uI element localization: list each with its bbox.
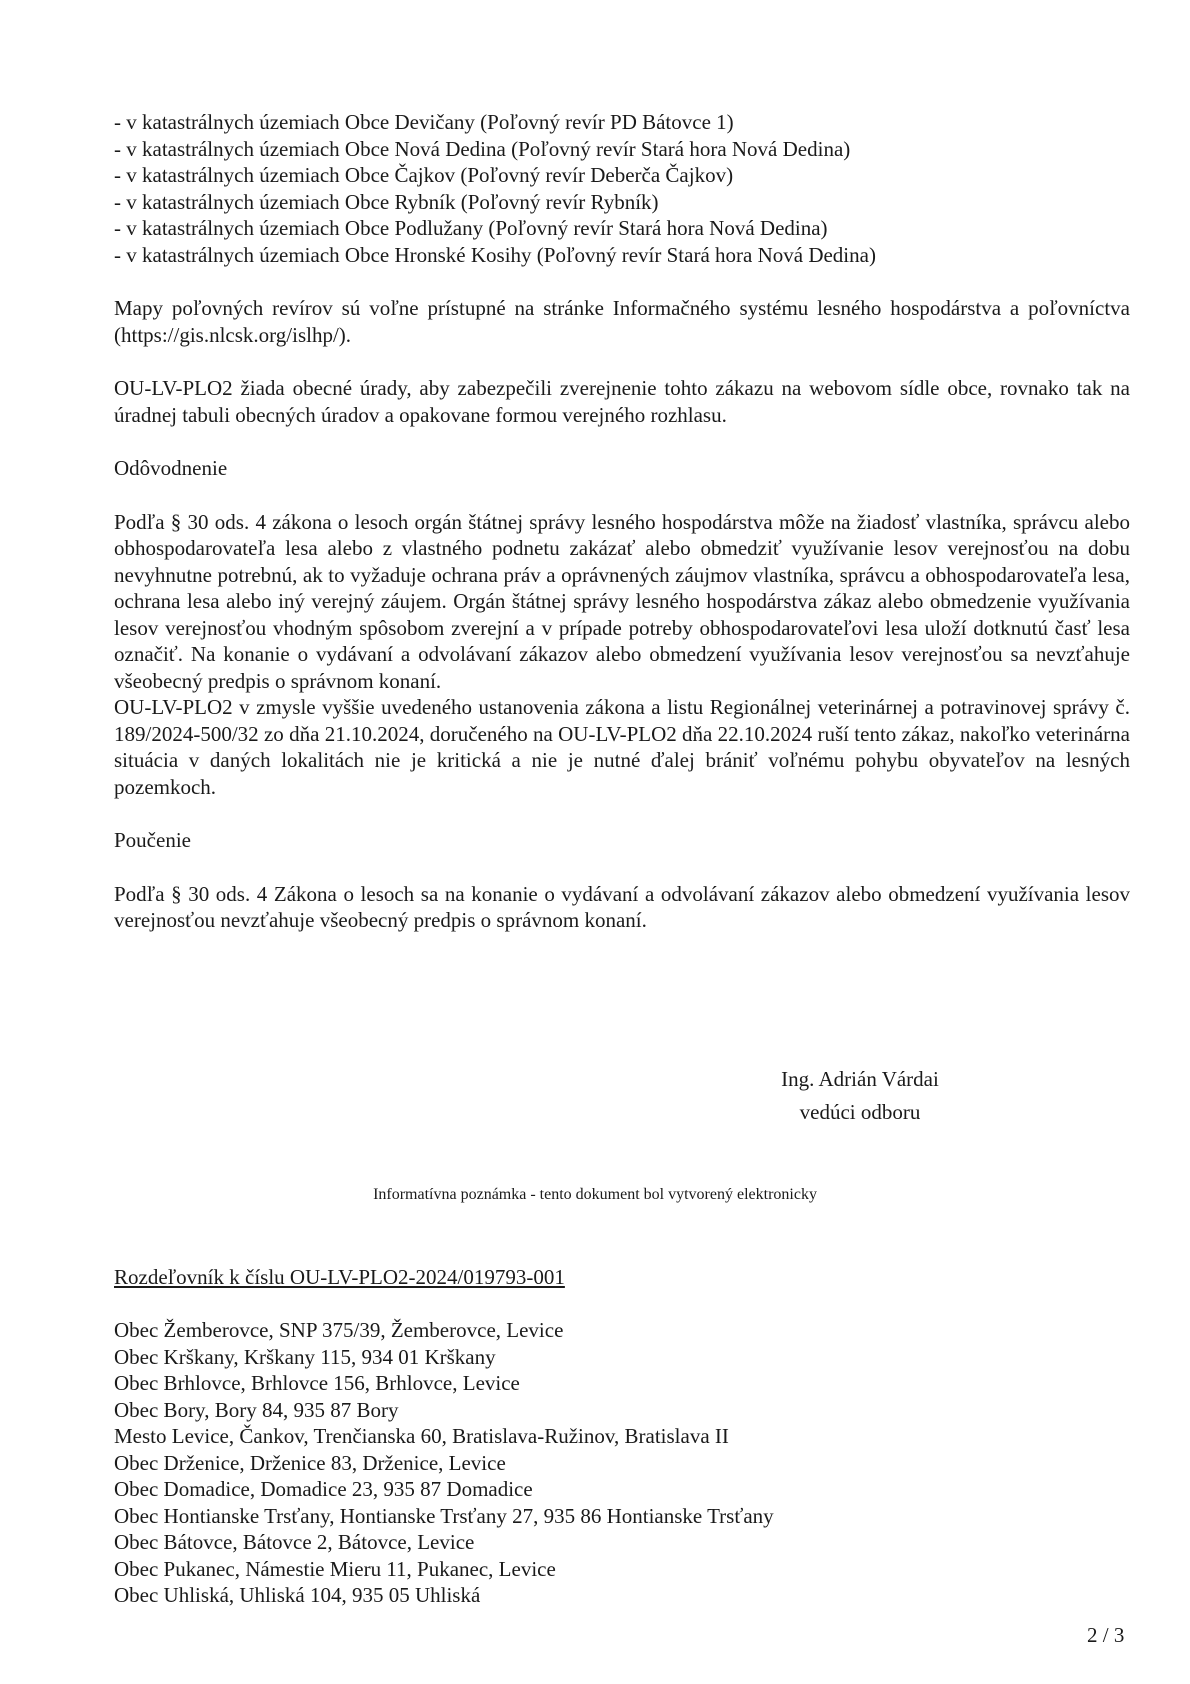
distribution-item: Obec Pukanec, Námestie Mieru 11, Pukanec, Levice bbox=[114, 1556, 556, 1581]
list-item: - v katastrálnych územiach Obce Podlužany (Poľovný revír Stará hora Nová Dedina) bbox=[114, 216, 828, 240]
reasoning-heading: Odôvodnenie bbox=[114, 456, 228, 480]
signatory-position: vedúci odboru bbox=[799, 1100, 921, 1124]
list-item: - v katastrálnych územiach Obce Čajkov (Poľovný revír Deberča Čajkov) bbox=[114, 163, 734, 187]
document-body bbox=[114, 109, 1130, 934]
list-item: - v katastrálnych územiach Obce Nová Dedina (Poľovný revír Stará hora Nová Dedina) bbox=[114, 136, 851, 161]
distribution-item: Obec Domadice, Domadice 23, 935 87 Domadice bbox=[114, 1477, 533, 1501]
distribution-item: Obec Bátovce, Bátovce 2, Bátovce, Levice bbox=[114, 1530, 475, 1554]
distribution-item: Obec Hontianske Trsťany, Hontianske Trsťany 27, 935 86 Hontianske Trsťany bbox=[114, 1503, 774, 1528]
spacer bbox=[114, 854, 1130, 881]
distribution-item: Obec Brhlovce, Brhlovce 156, Brhlovce, Levice bbox=[114, 1371, 520, 1395]
page-number: 2 / 3 bbox=[1087, 1623, 1125, 1647]
distribution-item: Obec Bory, Bory 84, 935 87 Bory bbox=[114, 1397, 399, 1422]
reasoning-paragraph-1: Podľa § 30 ods. 4 zákona o lesoch orgán štátnej správy lesného hospodárstva môže na žiadosť vlastníka, správcu alebo obhospodarovateľa lesa alebo z vlastného podnetu zakázať alebo obmedziť využívanie lesov verejnosťou na dobu nevyhnutne potrebnú, ak to vyžaduje ochrana práv a oprávnených záujmov vlastníka, správcu a obhospodarovateľa lesa, ochrana lesa alebo iný verejný záujem. Orgán štátnej správy lesného hospodárstva zákaz alebo obmedzenie využívania lesov verejnosťou vhodným spôsobom zverejní a v prípade potreby obhospodarovateľovi lesa uloží dotknutú časť lesa označiť. Na konanie o vydávaní a odvolávaní zákazov alebo obmedzení využívania lesov verejnosťou sa nevzťahuje všeobecný predpis o správnom konaní. bbox=[114, 509, 1130, 693]
request-paragraph: OU-LV-PLO2 žiada obecné úrady, aby zabezpečili zverejnenie tohto zákazu na webovom sídle obce, rovnako tak na úradnej tabuli obecných úradov a opakovane formou verejného rozhlasu. bbox=[114, 376, 1130, 427]
instruction-paragraph: Podľa § 30 ods. 4 Zákona o lesoch sa na konanie o vydávaní a odvolávaní zákazov alebo obmedzení využívania lesov verejnosťou nevzťahuje všeobecný predpis o správnom konaní. bbox=[114, 881, 1130, 932]
signature-block bbox=[760, 1063, 960, 1129]
cadastral-list bbox=[114, 109, 1130, 268]
maps-paragraph: Mapy poľovných revírov sú voľne prístupné na stránke Informačného systému lesného hospodárstva a poľovníctva (https://gis.nlcsk.org/islhp/). bbox=[114, 296, 1130, 347]
list-item: - v katastrálnych územiach Obce Devičany (Poľovný revír PD Bátovce 1) bbox=[114, 110, 734, 134]
list-item: - v katastrálnych územiach Obce Hronské Kosihy (Poľovný revír Stará hora Nová Dedina) bbox=[114, 242, 876, 267]
spacer bbox=[114, 482, 1130, 509]
spacer bbox=[114, 268, 1130, 295]
distribution-item: Mesto Levice, Čankov, Trenčianska 60, Bratislava-Ružinov, Bratislava II bbox=[114, 1424, 729, 1448]
spacer bbox=[114, 800, 1130, 827]
list-item: - v katastrálnych územiach Obce Rybník (Poľovný revír Rybník) bbox=[114, 189, 659, 214]
signatory-name: Ing. Adrián Várdai bbox=[781, 1067, 939, 1091]
distribution-list bbox=[114, 1317, 1114, 1609]
distribution-item: Obec Drženice, Drženice 83, Drženice, Levice bbox=[114, 1450, 506, 1475]
distribution-title: Rozdeľovník k číslu OU-LV-PLO2-2024/019793-001 bbox=[114, 1265, 565, 1289]
distribution-item: Obec Žemberovce, SNP 375/39, Žemberovce, Levice bbox=[114, 1318, 564, 1342]
spacer bbox=[114, 428, 1130, 455]
reasoning-paragraph-2: OU-LV-PLO2 v zmysle vyššie uvedeného ustanovenia zákona a listu Regionálnej veterinárnej a potravinovej správy č. 189/2024-500/32 zo dňa 21.10.2024, doručeného na OU-LV-PLO2 dňa 22.10.2024 ruší tento zákaz, nakoľko veterinárna situácia v daných lokalitách nie je kritická a nie je nutné ďalej brániť voľnému pohybu obyvateľov na lesných pozemkoch. bbox=[114, 695, 1130, 799]
distribution-item: Obec Uhliská, Uhliská 104, 935 05 Uhliská bbox=[114, 1583, 481, 1607]
spacer bbox=[114, 348, 1130, 375]
instruction-heading: Poučenie bbox=[114, 828, 191, 852]
distribution-item: Obec Krškany, Krškany 115, 934 01 Krškany bbox=[114, 1344, 496, 1369]
electronic-document-note: Informatívna poznámka - tento dokument bol vytvorený elektronicky bbox=[373, 1186, 817, 1203]
